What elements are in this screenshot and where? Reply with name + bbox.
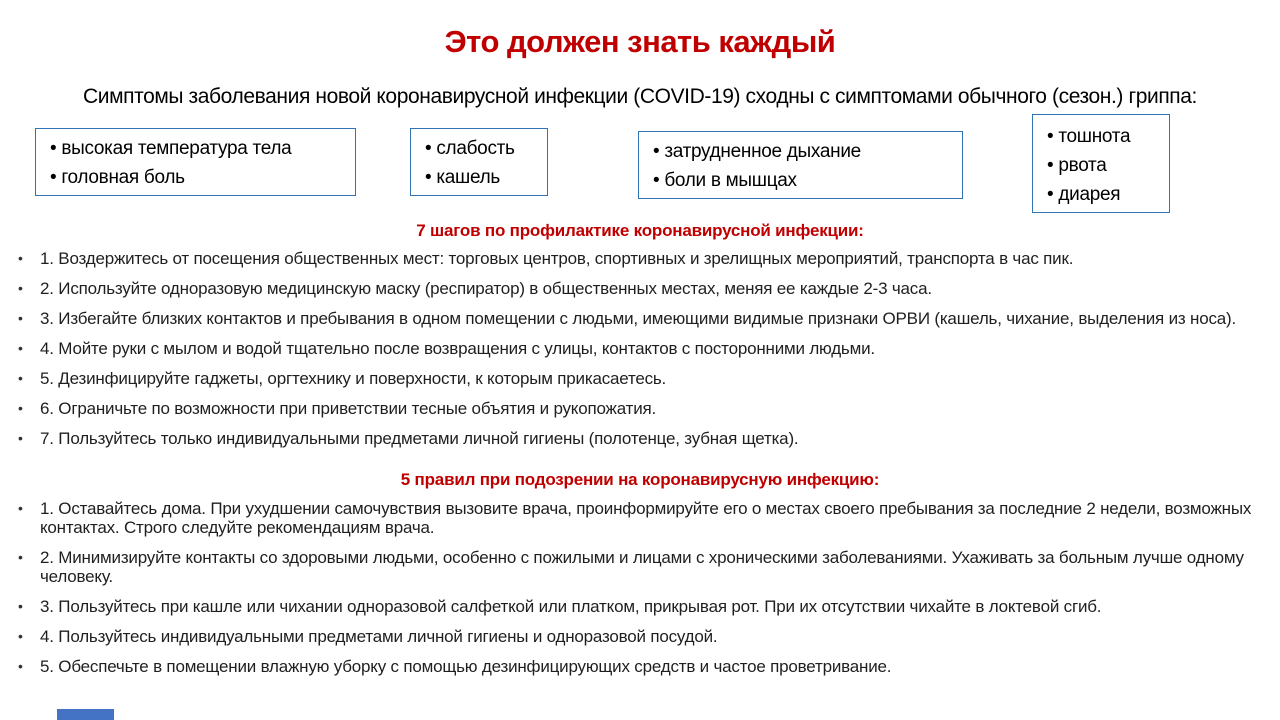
- subtitle-symptoms-intro: Симптомы заболевания новой коронавирусной инфекции (COVID-19) сходны с симптомами обычного (сезон.) гриппа:: [83, 85, 1197, 108]
- symptom-item: • высокая температура тела: [50, 134, 345, 163]
- list-item: • 2. Используйте одноразовую медицинскую маску (респиратор) в общественных местах, меняя ее каждые 2-3 часа.: [16, 279, 1266, 298]
- symptom-item: • боли в мышцах: [653, 166, 952, 195]
- symptom-box-nausea: [1032, 114, 1170, 213]
- decorative-corner-shape: [57, 709, 114, 720]
- list-item: • 1. Воздержитесь от посещения общественных мест: торговых центров, спортивных и зрелищных мероприятий, транспорта в час пик.: [16, 249, 1266, 268]
- list-item: • 4. Пользуйтесь индивидуальными предметами личной гигиены и одноразовой посудой.: [16, 627, 1266, 646]
- list-item: • 6. Ограничьте по возможности при приветствии тесные объятия и рукопожатия.: [16, 399, 1266, 418]
- symptom-item: • диарея: [1047, 180, 1159, 209]
- symptom-item: • затрудненное дыхание: [653, 137, 952, 166]
- symptom-item: • слабость: [425, 134, 537, 163]
- list-item: • 1. Оставайтесь дома. При ухудшении самочувствия вызовите врача, проинформируйте его о местах своего пребывания за последние 2 недели, возможных контактах. Строго следуйте рекомендациям врача.: [16, 499, 1266, 537]
- list-item: • 4. Мойте руки с мылом и водой тщательно после возвращения с улицы, контактов с посторонними людьми.: [16, 339, 1266, 358]
- list-item: • 5. Дезинфицируйте гаджеты, оргтехнику и поверхности, к которым прикасаетесь.: [16, 369, 1266, 388]
- symptom-item: • тошнота: [1047, 122, 1159, 151]
- list-item: • 7. Пользуйтесь только индивидуальными предметами личной гигиены (полотенце, зубная щетка).: [16, 429, 1266, 448]
- list-item: • 3. Пользуйтесь при кашле или чихании одноразовой салфеткой или платком, прикрывая рот. При их отсутствии чихайте в локтевой сгиб.: [16, 597, 1266, 616]
- symptom-item: • головная боль: [50, 163, 345, 192]
- list-item: • 3. Избегайте близких контактов и пребывания в одном помещении с людьми, имеющими видимые признаки ОРВИ (кашель, чихание, выделения из носа).: [16, 309, 1266, 328]
- section-heading-suspicion-rules: 5 правил при подозрении на коронавирусную инфекцию:: [400, 470, 880, 489]
- symptom-box-weakness: [410, 128, 548, 196]
- list-item: • 2. Минимизируйте контакты со здоровыми людьми, особенно с пожилыми и лицами с хроническими заболеваниями. Ухаживать за больным лучше одному человеку.: [16, 548, 1266, 586]
- suspicion-rules-list: [16, 499, 1266, 687]
- symptom-box-temperature: [35, 128, 356, 196]
- symptom-box-breathing: [638, 131, 963, 199]
- section-heading-prevention: 7 шагов по профилактике коронавирусной инфекции:: [416, 221, 864, 240]
- prevention-steps-list: [16, 249, 1266, 459]
- symptom-item: • рвота: [1047, 151, 1159, 180]
- symptom-item: • кашель: [425, 163, 537, 192]
- page-title: Это должен знать каждый: [444, 24, 836, 59]
- list-item: • 5. Обеспечьте в помещении влажную уборку с помощью дезинфицирующих средств и частое проветривание.: [16, 657, 1266, 676]
